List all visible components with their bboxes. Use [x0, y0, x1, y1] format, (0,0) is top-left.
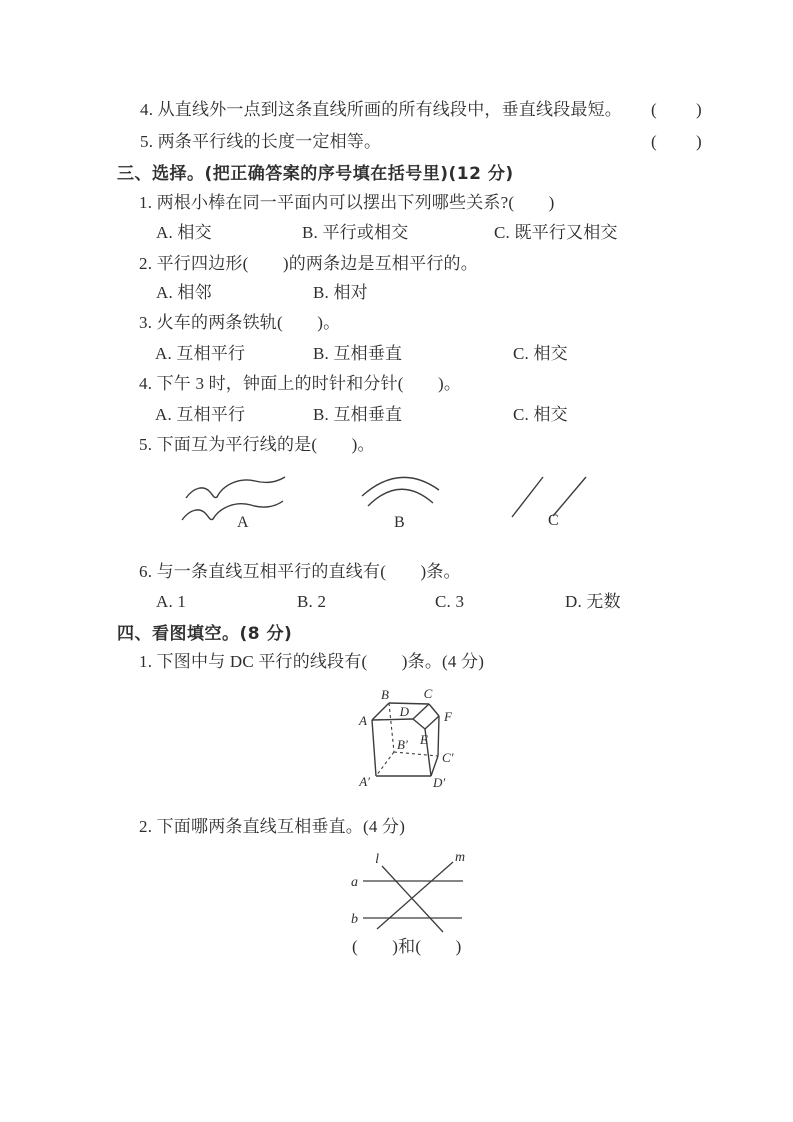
s3-q6-option-c: C. 3 — [435, 592, 465, 611]
s3-q2-option-b: B. 相对 — [313, 283, 368, 302]
cube-vertex-label-D-prime: D′ — [433, 775, 446, 790]
s3-q6-option-d: D. 无数 — [565, 592, 621, 611]
figure-label-c: C — [548, 512, 559, 529]
s3-q1-option-c: C. 既平行又相交 — [494, 223, 618, 242]
s3-q6-option-b: B. 2 — [297, 592, 327, 611]
cube-vertex-label-B-prime: B′ — [397, 737, 408, 752]
s3-q3-option-c: C. 相交 — [513, 344, 568, 363]
s3-question-4: 4. 下午 3 时，钟面上的时针和分针( )。 — [139, 374, 462, 393]
judge-q4-paren-close: ) — [696, 100, 702, 119]
judge-q5-paren-open: ( — [651, 132, 657, 151]
s3-q4-option-c: C. 相交 — [513, 405, 568, 424]
s3-q4-option-a: A. 互相平行 — [155, 405, 246, 424]
line-label-l: l — [375, 852, 379, 867]
judge-q4-paren-open: ( — [651, 100, 657, 119]
cube-vertex-label-F: F — [444, 709, 452, 724]
s3-question-5: 5. 下面互为平行线的是( )。 — [139, 435, 375, 454]
line-label-a: a — [351, 875, 358, 890]
figure-cube-cut-corner — [343, 684, 463, 796]
s3-q1-option-a: A. 相交 — [156, 223, 212, 242]
judge-question-5: 5. 两条平行线的长度一定相等。 — [140, 132, 382, 151]
s3-q3-option-b: B. 互相垂直 — [313, 344, 403, 363]
line-label-b: b — [351, 912, 358, 927]
s3-question-2: 2. 平行四边形( )的两条边是互相平行的。 — [139, 254, 478, 273]
cube-vertex-label-A: A — [359, 713, 367, 728]
cube-vertex-label-E: E — [420, 732, 428, 747]
s3-q3-option-a: A. 互相平行 — [155, 344, 246, 363]
cube-vertex-label-B: B — [381, 687, 389, 702]
section4-heading: 四、看图填空。(8 分) — [117, 624, 293, 644]
section3-heading: 三、选择。(把正确答案的序号填在括号里)(12 分) — [117, 164, 514, 184]
figure-crossing-lines — [345, 848, 473, 942]
cube-vertex-label-C-prime: C′ — [442, 750, 454, 765]
figure-label-b: B — [394, 514, 405, 531]
line-label-m: m — [455, 850, 466, 865]
s4-question-1: 1. 下图中与 DC 平行的线段有( )条。(4 分) — [139, 652, 485, 671]
s3-q4-option-b: B. 互相垂直 — [313, 405, 403, 424]
cube-vertex-label-C: C — [423, 686, 433, 701]
cube-vertex-label-A-prime: A′ — [359, 774, 370, 789]
cube-vertex-label-D: D — [399, 704, 409, 719]
figure-label-a: A — [237, 514, 249, 531]
figure-wavy-lines-a — [180, 468, 292, 526]
s3-q6-option-a: A. 1 — [156, 592, 187, 611]
s3-q2-option-a: A. 相邻 — [156, 283, 212, 302]
s4-question-2: 2. 下面哪两条直线互相垂直。(4 分) — [139, 817, 406, 836]
s4-q2-answer-blanks: ( )和( ) — [352, 937, 462, 956]
judge-q5-paren-close: ) — [696, 132, 702, 151]
s3-question-3: 3. 火车的两条铁轨( )。 — [139, 313, 341, 332]
s3-q1-option-b: B. 平行或相交 — [302, 223, 409, 242]
s3-question-1: 1. 两根小棒在同一平面内可以摆出下列哪些关系?( ) — [139, 193, 555, 212]
judge-question-4: 4. 从直线外一点到这条直线所画的所有线段中，垂直线段最短。 — [140, 100, 622, 119]
s3-question-6: 6. 与一条直线互相平行的直线有( )条。 — [139, 562, 461, 581]
figure-arcs-b — [360, 470, 442, 512]
